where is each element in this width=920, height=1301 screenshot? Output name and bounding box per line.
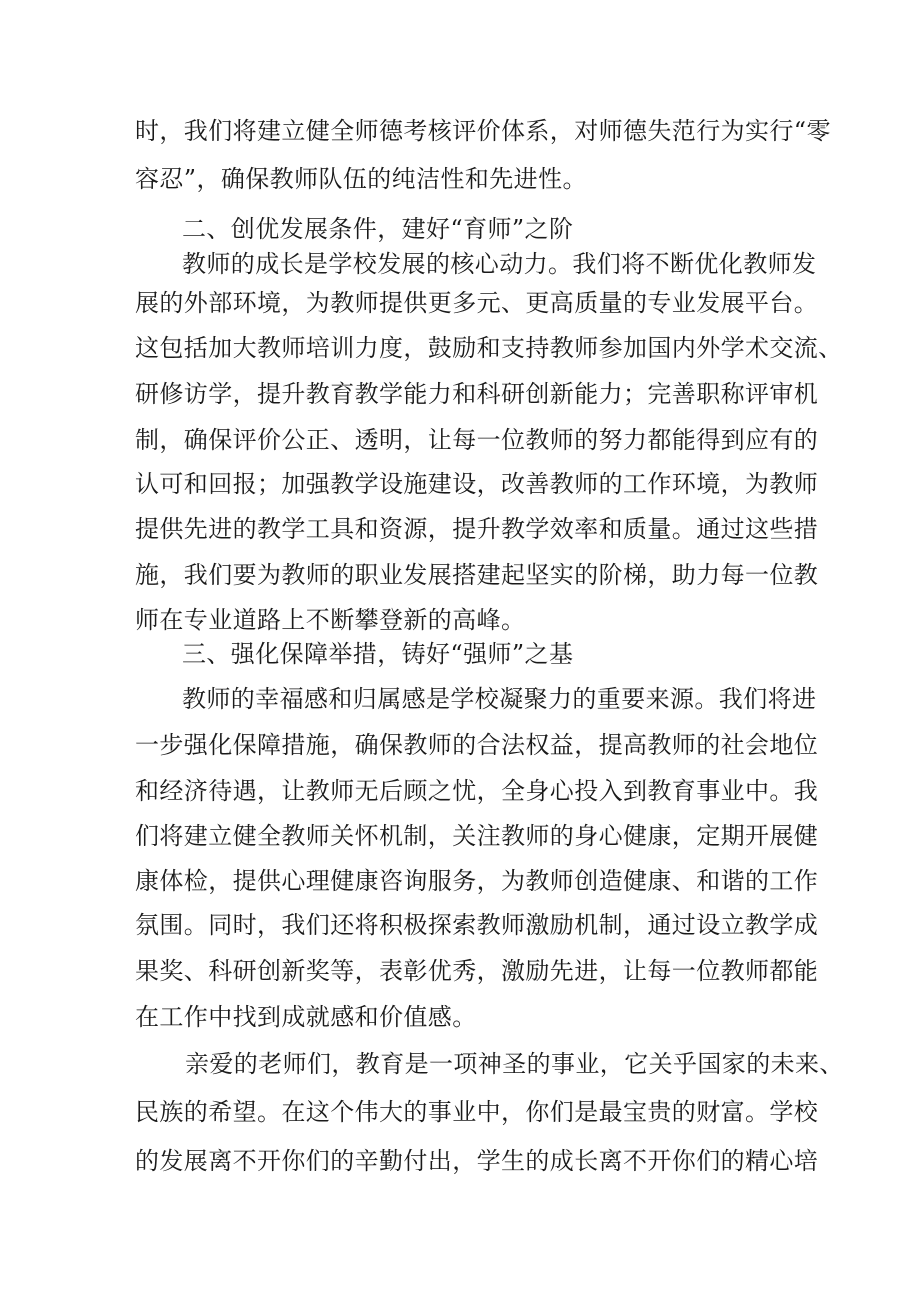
paragraph-line: 教师的成长是学校发展的核心动力。我们将不断优化教师发 [182,250,817,278]
section-heading: 三、强化保障举措，铸好“强师”之基 [182,640,574,668]
paragraph-line: 康体检，提供心理健康咨询服务，为教师创造健康、和谐的工作 [135,867,819,895]
paragraph-line: 们将建立健全教师关怀机制，关注教师的身心健康，定期开展健 [135,822,819,850]
paragraph-line: 制，确保评价公正、透明，让每一位教师的努力都能得到应有的 [135,426,819,454]
paragraph-line: 的发展离不开你们的辛勤付出，学生的成长离不开你们的精心培 [135,1147,819,1175]
paragraph-line: 在工作中找到成就感和价值感。 [135,1003,477,1031]
paragraph-line: 认可和回报；加强教学设施建设，改善教师的工作环境，为教师 [135,470,819,498]
paragraph-line: 民族的希望。在这个伟大的事业中，你们是最宝贵的财富。学校 [135,1098,819,1126]
paragraph-line: 施，我们要为教师的职业发展搭建起坚实的阶梯，助力每一位教 [135,561,819,589]
section-heading: 二、创优发展条件，建好“育师”之阶 [182,215,574,243]
paragraph-line: 氛围。同时，我们还将积极探索教师激励机制，通过设立教学成 [135,911,819,939]
paragraph-line: 研修访学，提升教育教学能力和科研创新能力；完善职称评审机 [135,380,819,408]
paragraph-line: 这包括加大教师培训力度，鼓励和支持教师参加国内外学术交流、 [135,334,843,362]
paragraph-line: 展的外部环境，为教师提供更多元、更高质量的专业发展平台。 [135,289,819,317]
paragraph-line: 提供先进的教学工具和资源，提升教学效率和质量。通过这些措 [135,515,819,543]
paragraph-line: 时，我们将建立健全师德考核评价体系，对师德失范行为实行“零 [135,117,831,145]
paragraph-line: 果奖、科研创新奖等，表彰优秀，激励先进，让每一位教师都能 [135,957,819,985]
paragraph-line: 一步强化保障措施，确保教师的合法权益，提高教师的社会地位 [135,731,819,759]
paragraph-line: 亲爱的老师们，教育是一项神圣的事业，它关乎国家的未来、 [185,1050,844,1078]
paragraph-line: 师在专业道路上不断攀登新的高峰。 [135,606,526,634]
paragraph-line: 和经济待遇，让教师无后顾之忧，全身心投入到教育事业中。我 [135,777,819,805]
paragraph-line: 容忍”，确保教师队伍的纯洁性和先进性。 [135,165,587,193]
paragraph-line: 教师的幸福感和归属感是学校凝聚力的重要来源。我们将进 [182,685,817,713]
